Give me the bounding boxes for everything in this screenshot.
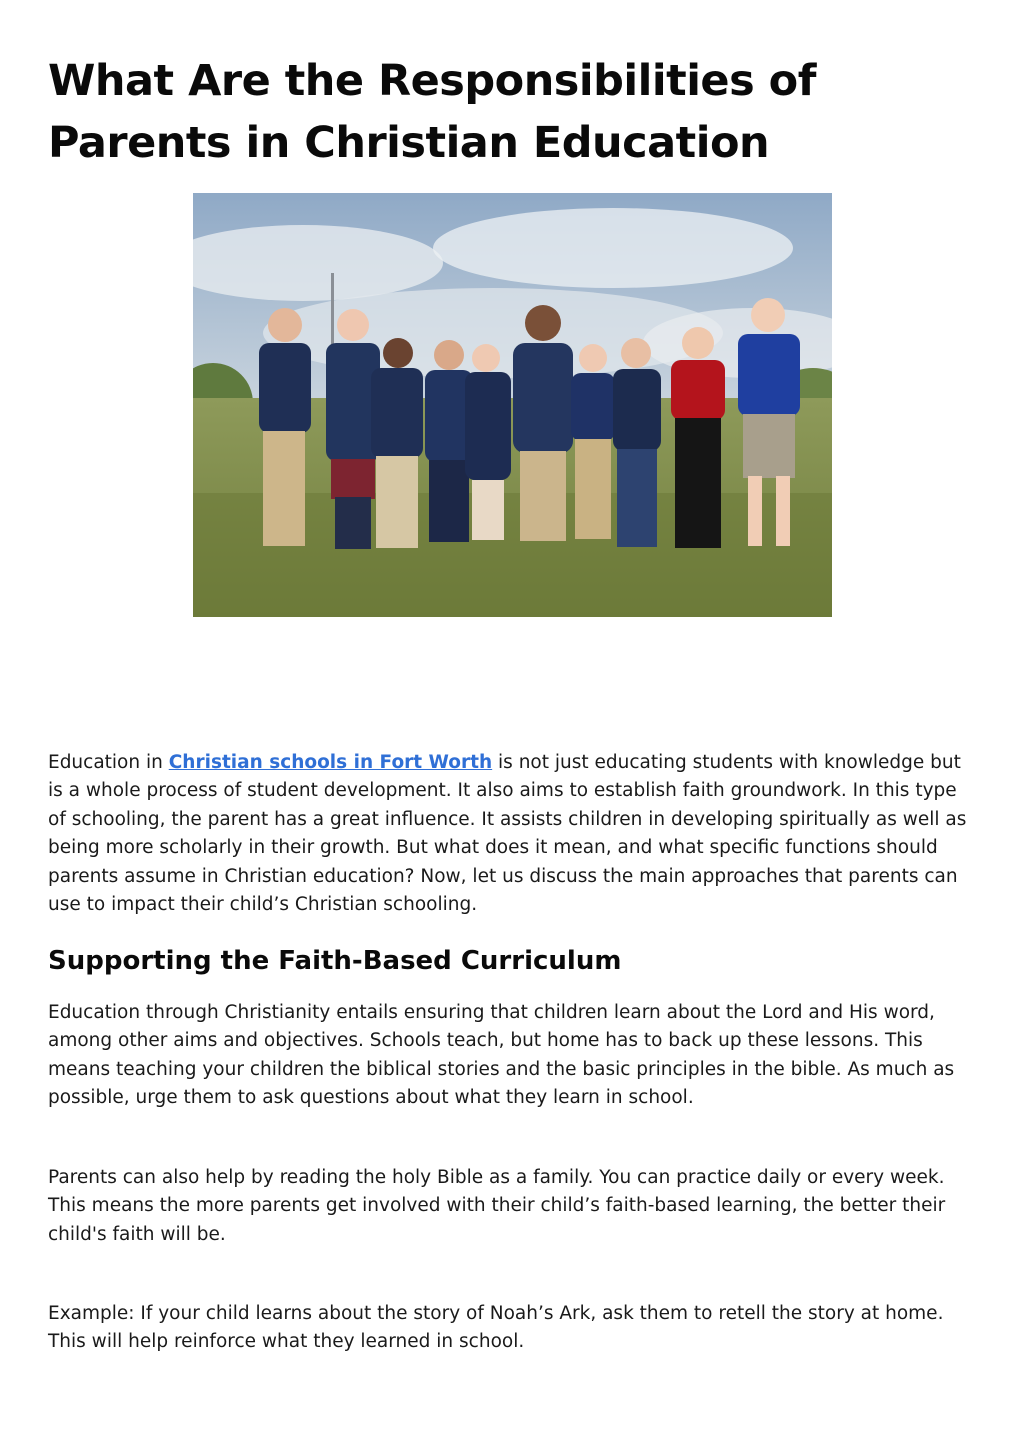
paragraph-curriculum: Education through Christianity entails ensuring that children learn about the Lord and His word, among other aims and objectives. Schools teach, but home has to back up these lessons. This means teaching your children the biblical stories and the basic principles in the bible. As much as possible, urge them to ask questions about what they learn in school. <box>48 1002 955 1109</box>
page-title: What Are the Responsibilities of Parents in Christian Education <box>48 56 816 168</box>
intro-text-start: Education in <box>48 752 169 773</box>
intro-text-end: is not just educating students with knowledge but is a whole process of student development. It also aims to establish faith groundwork. In this type of schooling, the parent has a great influence. It assists children in developing spiritually as well as being more scholarly in their growth. But what does it mean, and what specific functions should parents assume in Christian education? Now, let us discuss the main approaches that parents can use to impact their child’s Christian schooling. <box>48 752 967 916</box>
intro-paragraph <box>48 749 978 919</box>
paragraph-example: Example: If your child learns about the story of Noah’s Ark, ask them to retell the story at home. This will help reinforce what they learned in school. <box>48 1303 944 1353</box>
paragraph-bible-reading: Parents can also help by reading the holy Bible as a family. You can practice daily or every week. This means the more parents get involved with their child’s faith-based learning, the better their child's faith will be. <box>48 1167 946 1245</box>
students-photo <box>193 193 832 617</box>
section-heading: Supporting the Faith-Based Curriculum <box>48 946 622 976</box>
christian-schools-link[interactable]: Christian schools in Fort Worth <box>168 752 493 773</box>
